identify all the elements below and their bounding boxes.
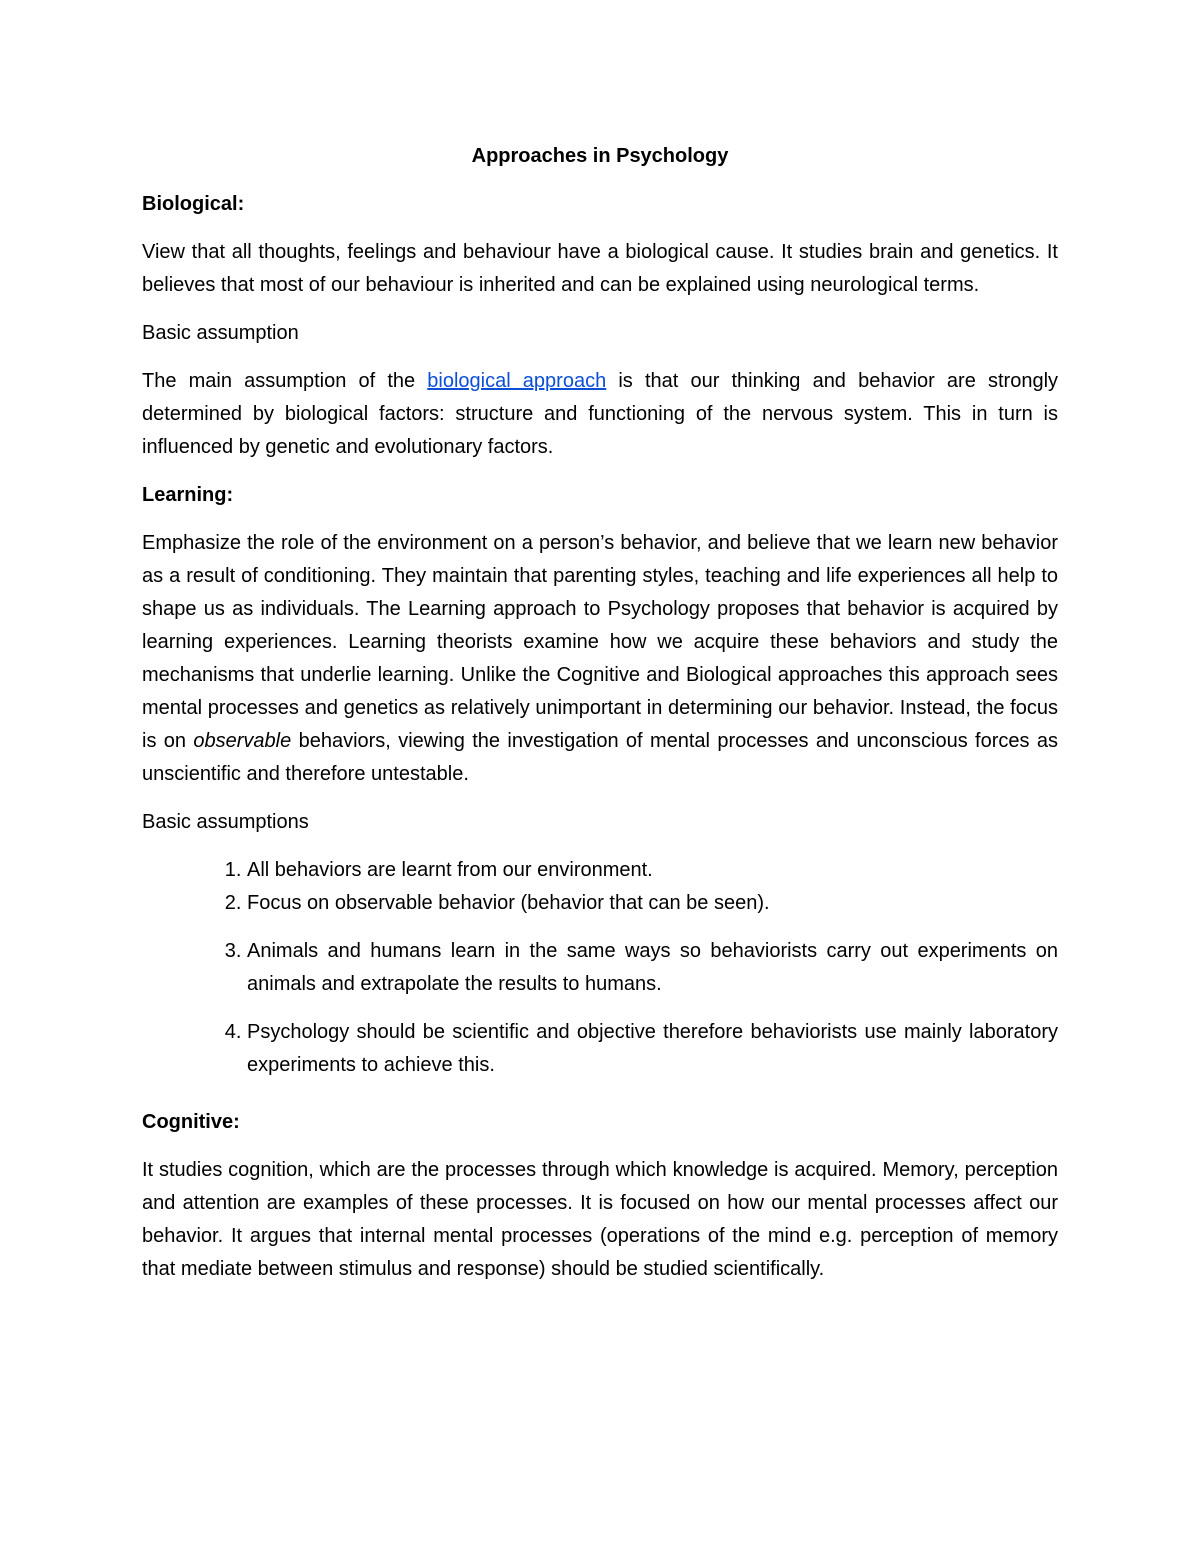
learning-heading: Learning: xyxy=(142,484,234,506)
learning-assumptions-heading: Basic assumptions xyxy=(142,811,309,833)
cognitive-paragraph: It studies cognition, which are the processes through which knowledge is acquired. Memory, perception and attention are examples of these processes. It is focused on how our mental processes affect our behavior. It argues that internal mental processes (operations of the mind e.g. perception of memory that mediate between stimulus and response) should be studied scientifically. xyxy=(142,1159,1058,1280)
biological-assumption-heading: Basic assumption xyxy=(142,322,299,344)
cognitive-heading: Cognitive: xyxy=(142,1111,240,1133)
learning-paragraph xyxy=(142,527,1058,791)
learning-italic-word: observable xyxy=(193,730,292,752)
learning-assumptions-list xyxy=(142,854,1058,1082)
assumption-text-after-link: is that our thinking and behavior are strongly determined by biological factors: structure and functioning of the nervous system. This in turn is influenced by genetic and evolutionary factors. xyxy=(142,370,1059,458)
document-page xyxy=(142,140,1058,1301)
learning-text-before-italic: Emphasize the role of the environment on a person’s behavior, and believe that we learn new behavior as a result of conditioning. They maintain that parenting styles, teaching and life experiences all help to shape us as individuals. The Learning approach to Psychology proposes that behavior is acquired by learning experiences. Learning theorists examine how we acquire these behaviors and study the mechanisms that underlie learning. Unlike the Cognitive and Biological approaches this approach sees mental processes and genetics as relatively unimportant in determining our behavior. Instead, the focus is on xyxy=(142,532,1058,752)
biological-paragraph: View that all thoughts, feelings and behaviour have a biological cause. It studies brain and genetics. It believes that most of our behaviour is inherited and can be explained using neurological terms. xyxy=(142,241,1058,296)
list-item: 1. All behaviors are learnt from our environment. xyxy=(247,854,1058,887)
list-item: 2. Focus on observable behavior (behavior that can be seen). xyxy=(247,887,1058,920)
document-title: Approaches in Psychology xyxy=(471,145,729,167)
biological-approach-link[interactable]: biological approach xyxy=(427,370,607,392)
list-item: 4. Psychology should be scientific and objective therefore behaviorists use mainly laboratory experiments to achieve this. xyxy=(247,1016,1058,1082)
biological-heading: Biological: xyxy=(142,193,245,215)
biological-assumption-paragraph xyxy=(142,365,1058,464)
assumption-text-before-link: The main assumption of the xyxy=(142,370,428,392)
learning-text-after-italic: behaviors, viewing the investigation of mental processes and unconscious forces as unscientific and therefore untestable. xyxy=(142,730,1058,785)
list-item: 3. Animals and humans learn in the same ways so behaviorists carry out experiments on animals and extrapolate the results to humans. xyxy=(247,935,1058,1001)
